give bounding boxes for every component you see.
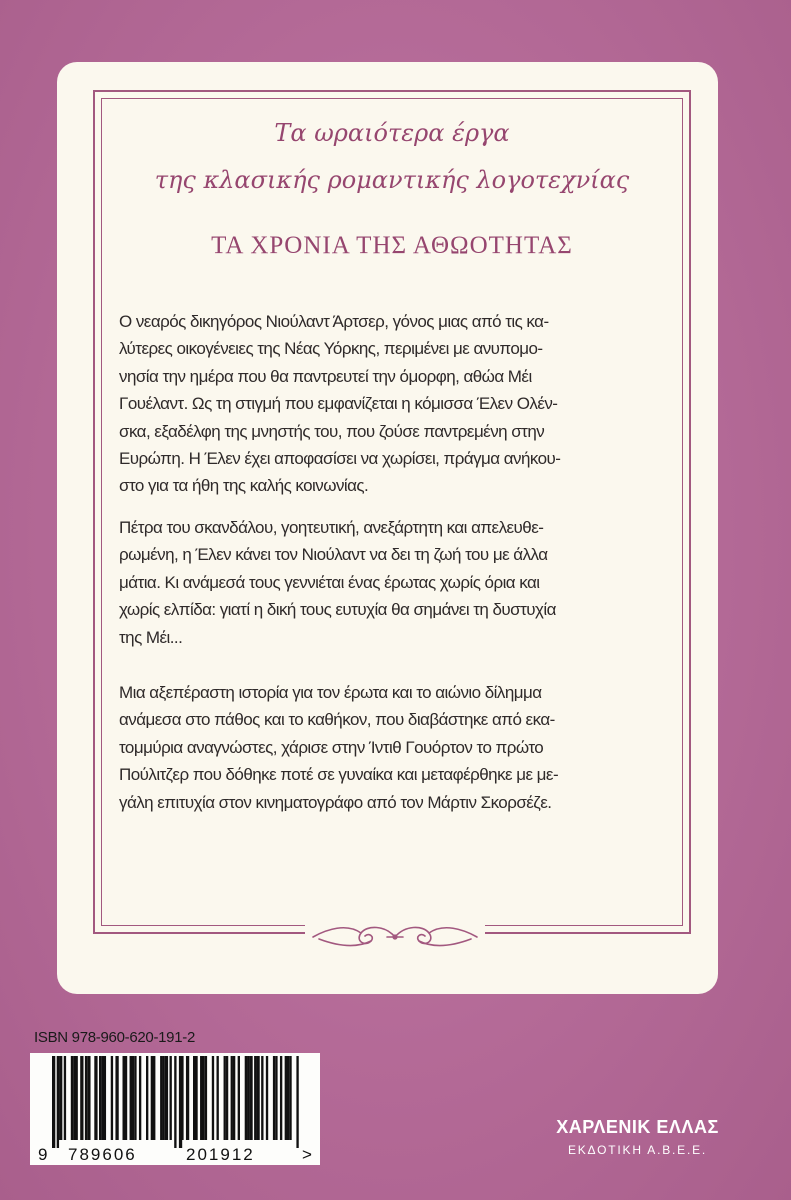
series-tagline (101, 110, 683, 204)
barcode-bar (249, 1056, 252, 1140)
paragraph-line: της Μέι... (119, 627, 183, 647)
barcode-bar (170, 1056, 172, 1140)
barcode-bar (76, 1056, 78, 1140)
paragraph-line: Πούλιτζερ που δόθηκε ποτέ σε γυναίκα και μεταφέρθηκε με με- (119, 765, 559, 785)
barcode-bar (224, 1056, 226, 1140)
barcode-bar (202, 1056, 204, 1140)
barcode-first-digit: 9 (38, 1145, 48, 1164)
barcode-bar (94, 1056, 97, 1140)
publisher-subtitle: ΕΚΔΟΤΙΚΗ Α.Β.Ε.Ε. (567, 1143, 708, 1157)
barcode-bar (247, 1056, 249, 1140)
barcode-bar (85, 1056, 87, 1140)
paragraph-line: Μια αξεπέραστη ιστορία για τον έρωτα και το αιώνιο δίλημμα (119, 683, 542, 702)
barcode-bar (134, 1056, 136, 1140)
barcode-bar (71, 1056, 73, 1140)
barcode-bar (139, 1056, 141, 1140)
barcode-bar (261, 1056, 263, 1140)
barcode-bar (174, 1056, 176, 1148)
isbn-label: ISBN 978-960-620-191-2 (34, 1029, 196, 1046)
paragraph-line: χωρίς ελπίδα: γιατί η δική τους ευτυχία θα σημάνει τη δυστυχία (119, 600, 556, 620)
barcode-bar (275, 1056, 277, 1140)
paragraph-line: νησία την ημέρα που θα παντρευτεί την όμορφη, αθώα Μέι (119, 366, 532, 386)
barcode-bar (99, 1056, 101, 1140)
barcode-bar (233, 1056, 235, 1140)
barcode-icon (38, 1056, 316, 1169)
paragraph-line: στο για τα ήθη της καλής κοινωνίας. (119, 476, 369, 496)
barcode-bar (289, 1056, 291, 1140)
barcode-bar (231, 1056, 233, 1140)
barcode-bar (181, 1056, 183, 1140)
barcode-bar (111, 1056, 113, 1140)
barcode-bar (195, 1056, 197, 1140)
barcode-bar (52, 1056, 55, 1148)
paragraph-line: λύτερες οικογένειες της Νέας Υόρκης, περιμένει με ανυπομο- (119, 339, 543, 359)
barcode-bar (87, 1056, 90, 1140)
synopsis-paragraph-1 (119, 308, 667, 500)
barcode-bar (146, 1056, 148, 1140)
barcode-bar (212, 1056, 214, 1140)
barcode-right-digits: 201912 (186, 1145, 255, 1164)
synopsis-paragraph-2 (119, 514, 667, 651)
barcode-bar (238, 1056, 240, 1140)
paragraph-line: Ο νεαρός δικηγόρος Νιούλαντ Άρτσερ, γόνος μιας από τις κα- (119, 312, 549, 331)
barcode-bar (64, 1056, 66, 1140)
barcode-bar (245, 1056, 247, 1140)
barcode-bar (266, 1056, 268, 1140)
paragraph-line: γάλη επιτυχία στον κινηματογράφο από τον Μάρτιν Σκορσέζε. (119, 792, 552, 812)
barcode-bar (186, 1056, 189, 1140)
barcode-bar (256, 1056, 259, 1140)
barcode-bar (125, 1056, 127, 1140)
barcode-bar (205, 1056, 207, 1140)
barcode-bar (296, 1056, 298, 1148)
barcode-bar (132, 1056, 134, 1140)
tagline-line-2: της κλασικής ρομαντικής λογοτεχνίας (154, 166, 630, 194)
barcode-bar (80, 1056, 83, 1140)
barcode-bar (254, 1056, 256, 1140)
barcode-bar (104, 1056, 106, 1140)
tagline-line-1: Τα ωραιότερα έργα (274, 119, 510, 147)
barcode-bar (217, 1056, 219, 1140)
barcode-bar (287, 1056, 289, 1140)
paragraph-line: ρωμένη, η Έλεν κάνει τον Νιούλαντ να δει τη ζωή του με άλλα (119, 545, 548, 565)
barcode-bar (59, 1056, 62, 1140)
paragraph-line: Ευρώπη. Η Έλεν έχει αποφασίσει να χωρίσει, πράγμα ανήκου- (119, 449, 561, 469)
flourish-ornament-icon (305, 915, 485, 959)
barcode-end-mark: > (302, 1145, 312, 1164)
barcode-bar (273, 1056, 275, 1140)
paragraph-line: ανάμεσα στο πάθος και το καθήκον, που διαβάστηκε από εκα- (119, 710, 555, 730)
paragraph-line: Πέτρα του σκανδάλου, γοητευτική, ανεξάρτητη και απελευθε- (119, 518, 544, 537)
synopsis-paragraph-3 (119, 679, 667, 816)
barcode-bar (165, 1056, 168, 1140)
paragraph-line: Γουέλαντ. Ως τη στιγμή που εμφανίζεται η κόμισσα Έλεν Ολέν- (119, 394, 558, 414)
barcode-bar (160, 1056, 162, 1140)
barcode-bar (57, 1056, 59, 1148)
book-title: ΤΑ ΧΡΟΝΙΑ ΤΗΣ ΑΘΩΟΤΗΤΑΣ (211, 232, 573, 259)
barcode-bar (162, 1056, 164, 1140)
paragraph-line: σκα, εξαδέλφη της μνηστής του, που ζούσε παντρεμένη στην (119, 421, 545, 441)
paragraph-line: τομμύρια αναγνώστες, χάρισε στην Ίντιθ Γουόρτον το πρώτο (119, 737, 544, 757)
publisher-name: ΧΑΡΛΕΝΙΚ ΕΛΛΑΣ (556, 1117, 719, 1137)
barcode-bar (280, 1056, 282, 1140)
barcode-left-digits: 789606 (68, 1145, 137, 1164)
barcode-bar (153, 1056, 155, 1140)
barcode-bar (226, 1056, 228, 1140)
paragraph-line: μάτια. Κι ανάμεσά τους γεννιέται ένας έρωτας χωρίς όρια και (119, 572, 540, 592)
barcode-bar (115, 1056, 118, 1140)
